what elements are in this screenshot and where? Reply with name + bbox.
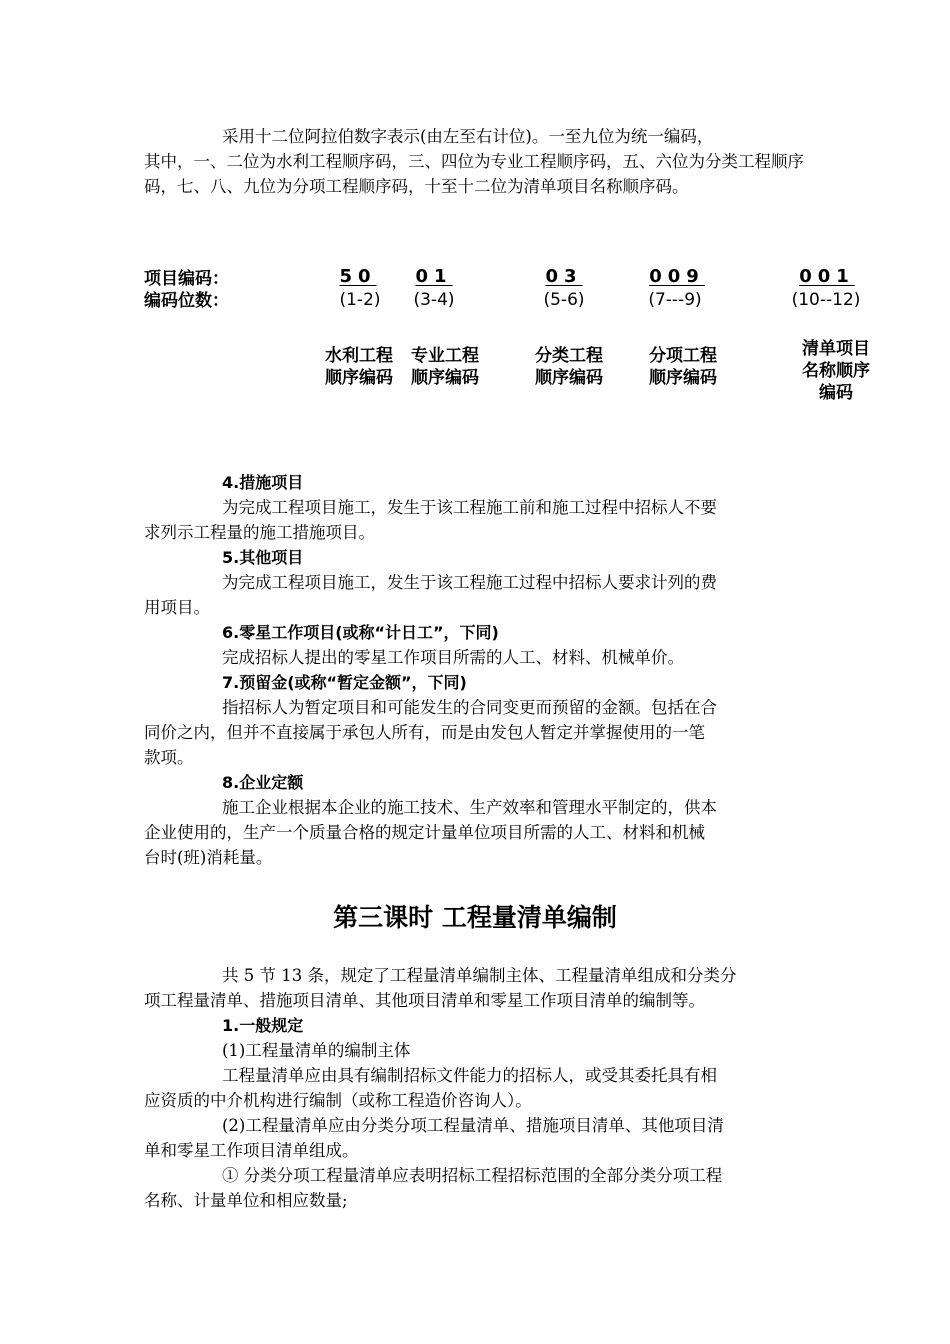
- rule-3-line-2: 名称、计量单位和相应数量;: [144, 1191, 348, 1210]
- intro-line-1: 采用十二位阿拉伯数字表示(由左至右计位)。一至九位为统一编码，: [222, 127, 714, 146]
- code-value-3: 03: [545, 266, 583, 287]
- intro-rest: 其中，一、二位为水利工程顺序码，三、四位为专业工程顺序码，五、六位为分类工程顺序码，七、八、九位为分项工程顺序码，十至十二位为清单项目名称顺序码。: [144, 152, 804, 196]
- section-4-line-2: 求列示工程量的施工措施项目。: [144, 523, 375, 542]
- code-desc-3: 分类工程 顺序编码: [535, 346, 603, 388]
- code-positions-4: (7---9): [648, 290, 702, 310]
- code-desc-1: 水利工程 顺序编码: [325, 346, 393, 388]
- code-value-1: 50: [339, 266, 377, 287]
- section-8-line-2: 企业使用的，生产一个质量合格的规定计量单位项目所需的人工、材料和机械: [144, 823, 705, 842]
- rule-1-line-2: 应资质的中介机构进行编制（或称工程造价咨询人）。: [144, 1091, 532, 1110]
- label-project-code: 项目编码：: [144, 269, 229, 289]
- section-8-title: 8.企业定额: [222, 773, 304, 792]
- rule-1-line-1: 工程量清单应由具有编制招标文件能力的招标人，或受其委托具有相: [222, 1066, 717, 1085]
- code-positions-2: (3-4): [413, 290, 455, 310]
- chapter-p1-line-2: 项工程量清单、措施项目清单、其他项目清单和零星工作项目清单的编制等。: [144, 991, 705, 1010]
- code-positions-1: (1-2): [339, 290, 381, 310]
- section-7-line-3: 款项。: [144, 748, 194, 767]
- code-desc-2: 专业工程 顺序编码: [411, 346, 479, 388]
- section-5-title: 5.其他项目: [222, 548, 304, 567]
- rule-3-line-1: ① 分类分项工程量清单应表明招标工程招标范围的全部分类分项工程: [222, 1166, 723, 1185]
- code-value-2: 01: [415, 266, 453, 287]
- chapter-p1-line-1: 共 5 节 13 条，规定了工程量清单编制主体、工程量清单组成和分类分: [222, 966, 737, 985]
- section-6-title: 6.零星工作项目(或称“计日工”，下同): [222, 623, 499, 642]
- rule-2-line-1: (2)工程量清单应由分类分项工程量清单、措施项目清单、其他项目清: [222, 1116, 724, 1135]
- code-value-4: 009: [649, 266, 705, 287]
- code-value-5: 001: [799, 266, 855, 287]
- rule-1-title: (1)工程量清单的编制主体: [222, 1041, 411, 1060]
- code-positions-3: (5-6): [543, 290, 585, 310]
- section-8-line-3: 台时(班)消耗量。: [144, 848, 273, 867]
- rule-2-line-2: 单和零星工作项目清单组成。: [144, 1141, 359, 1160]
- section-5-line-2: 用项目。: [144, 598, 210, 617]
- section-8-line-1: 施工企业根据本企业的施工技术、生产效率和管理水平制定的，供本: [222, 798, 717, 817]
- section-5-line-1: 为完成工程项目施工，发生于该工程施工过程中招标人要求计列的费: [222, 573, 717, 592]
- section-7-title: 7.预留金(或称“暂定金额”，下同): [222, 673, 467, 692]
- label-code-positions: 编码位数：: [144, 291, 229, 311]
- section-4-line-1: 为完成工程项目施工，发生于该工程施工前和施工过程中招标人不要: [222, 498, 717, 517]
- code-desc-5: 清单项目 名称顺序 编码: [802, 339, 870, 403]
- chapter-heading: 第三课时 工程量清单编制: [333, 903, 617, 932]
- section-7-line-2: 同价之内，但并不直接属于承包人所有，而是由发包人暂定并掌握使用的一笔: [144, 723, 705, 742]
- general-rules-title: 1.一般规定: [222, 1016, 304, 1035]
- section-7-line-1: 指招标人为暂定项目和可能发生的合同变更而预留的金额。包括在合: [222, 698, 717, 717]
- code-positions-5: (10--12): [791, 290, 861, 310]
- intro-paragraph: [144, 124, 804, 199]
- section-6-line-1: 完成招标人提出的零星工作项目所需的人工、材料、机械单价。: [222, 648, 684, 667]
- section-4-title: 4.措施项目: [222, 473, 304, 492]
- code-desc-4: 分项工程 顺序编码: [649, 346, 717, 388]
